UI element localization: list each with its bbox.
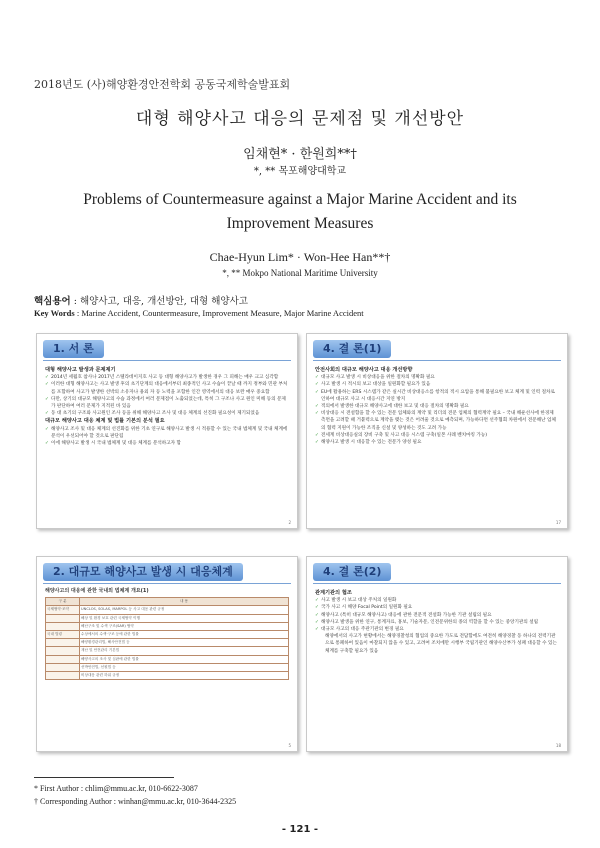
authors-korean: 임채현* · 한원희**†: [243, 147, 357, 162]
bullet-item: ✓ 2014년 세월호 참사나 2017년 스텔라데이지호 사고 등 대형 해양사고가 발생한 경우 그 피해는 매우 크고 심각함: [45, 374, 289, 381]
bullet-item: ✓ 해양사고 조사 및 대응 체계의 선진화를 위한 기초 연구로 해양사고 발생 시 적용할 수 있는 국내 법체계 및 국내 체계에 분석이 우선되어야 할 것으로 판단됨: [45, 426, 289, 440]
slide-heading: 4. 결 론(1): [313, 340, 391, 358]
affiliation-korean: *, ** 목포해양대학교: [253, 166, 347, 177]
bullet-item: ✓ 해양사고 (특히 대규모 해양사고) 대응에 관한 전문적 전설화 가능한 기관 설립의 필요: [315, 612, 559, 619]
table-row: [46, 672, 289, 680]
table-row: [46, 639, 289, 647]
slide-divider: [43, 360, 291, 361]
table-row: [46, 663, 289, 671]
slide-section-title: 대형 해양사고 발생과 문제제기: [45, 367, 116, 373]
keywords-english-label: Key Words: [34, 308, 75, 318]
slide-heading: 2. 대규모 해양사고 발생 시 대응체계: [43, 563, 243, 581]
slide-conclusion-1: [306, 333, 568, 529]
paper-title-english: Problems of Countermeasure against a Major Marine Accident and its Improvement Measures: [83, 191, 517, 232]
table-row: [46, 655, 289, 663]
table-cell: 수상에서의 수색·구조 등에 관한 법률: [80, 631, 289, 639]
bullet-item: ✓ 사고 발생 시 보고 대상 주처의 일원화: [315, 597, 559, 604]
slide-section-title: 대규모 해양사고 대응 체계 및 법률 기본의 분석 필요: [45, 418, 165, 425]
bullet-item: ✓ 전세계 비상대응실의 장비 구축 및 사고 대응 시스템 구축(일본 사례 벤치마킹 가능): [315, 432, 559, 439]
slide-heading: 1. 서 론: [43, 340, 104, 358]
bullet-item: ✓ 적의에서 발생한 대규모 해양사고에 대한 보고 및 대응 절차의 명확화 필요: [315, 403, 559, 410]
footnote-first-author: * First Author : chlim@mmu.ac.kr, 010-6622-3087: [34, 784, 198, 793]
slide-section-title: 안전사회의 대규모 해양사고 대응 개선방향: [315, 367, 413, 373]
slide-body: [315, 589, 559, 655]
slide-number: 17: [555, 520, 561, 525]
bullet-item: ✓ 대규모 사고 발생 시 비상대응을 위한 절차의 명확화 필요: [315, 374, 559, 381]
keywords-korean-label: 핵심용어: [34, 296, 71, 307]
table-cell: UNCLOS, SOLAS, MARPOL 등 사고 대응 관련 규정: [80, 606, 289, 614]
table-cell: [46, 614, 80, 622]
bullet-item: ✓ 이러한 대형 해양사고는 사고 발생 후의 초기단계의 대응에서부터 최종적인 사고 수습이 끝날 때 까지 정부와 민관 부처를 포함하여 사고가 발생한 선박의 소유자나 용외 자 등 노력을 포함한 인간 영역에서의 대응 보완 매우 중요함: [45, 381, 289, 395]
table-cell: 선박안전법, 선원법 등: [80, 663, 289, 671]
bullet-item: ✓ 사고 발생 시 적시의 보고 대상을 일원화할 필요가 있음: [315, 381, 559, 388]
slide-subtitle: 해양사고의 대응에 관한 국내외 법체계 개요(1): [45, 588, 149, 594]
table-header-cell: 내 용: [80, 598, 289, 606]
table-header-cell: 구 분: [46, 598, 80, 606]
slide-divider: [313, 583, 561, 584]
slide-divider: [43, 583, 291, 584]
bullet-item: ✓ 이에 해양사고 발생 시 국내 법체계 및 대응 체계를 분석하고자 함: [45, 440, 289, 447]
slide-number: 2: [288, 520, 291, 525]
bullet-item: ✓ 다만, 상기의 대규모 해양사고의 수습 과정에서 여러 문제점이 노출되었는데, 특히 그 구조나 사고 원인 미해 등의 문제가 판단하여 여러 문제가 지적된 바 있음: [45, 396, 289, 410]
slide-note: 해양에서의 사고가 현황에서는 해양경찰청의 협업의 중요한 가도로 전담함에도 여전히 해양경찰 동 하나의 전력기관으로 통폐하여 있음이 마찰되지 않을 수 있고, 고려여 조치에만 시행부 국립기관인 해양수산부가 성패 대응할 수 있는 체계를 구축할 필요가 있음: [325, 634, 557, 654]
table-row: [46, 622, 289, 630]
table-row: [46, 647, 289, 655]
slide-number: 5: [288, 743, 291, 748]
bullet-item: ✓ 해양사고 발생을 위한 연구, 통계자료, 홍보, 기술자문, 인전문위한의 종의 역할을 할 수 있는 중앙기관의 설립: [315, 619, 559, 626]
keywords-korean-text: : 해양사고, 대응, 개선방안, 대형 해양사고: [70, 296, 248, 307]
law-framework-table: [45, 597, 289, 680]
slide-section-title: 관계기관의 협조: [315, 590, 352, 596]
affiliation-english: *, ** Mokpo National Maritime University: [222, 268, 378, 278]
table-header-row: [46, 598, 289, 606]
paper-title-korean: 대형 해양사고 대응의 문제점 및 개선방안: [135, 109, 465, 129]
slide-conclusion-2: [306, 556, 568, 752]
bullet-item: ✓ 비상대응 시 전설함을 할 수 있는 전문 업체와의 계약 및 리더의 전문 업체의 협력계약 필요 – 국내 해운선사에 한경제 측면을 고려할 때 거붙력으로 계약을 맺는 것은 어려울 것으로 예측되며, 가능하다면 선주협회 차원에서 전문해난 업체의 협력 지원이 가능한 조직을 신설 및 양성하는 것도 고려 가능: [315, 410, 559, 432]
table-cell: [46, 639, 80, 647]
slide-response-system: [36, 556, 298, 752]
slide-body: [315, 366, 559, 446]
slide-body: [45, 366, 289, 447]
table-cell: 비상대응 관련 하위 규정: [80, 672, 289, 680]
slide-divider: [313, 360, 561, 361]
bullet-item: ✓ 대규모 사고의 대응 주관기관의 변경 필요: [315, 626, 559, 633]
bullet-item: ✓ EU에 활용하는 ERS 시스템가 같은 실시간 비상대응소를 항적의 적시 요압을 통해 불필요한 보고 체계 및 인력 절차로 인하여 대규모 사고 시 대응시간 지연 방지: [315, 389, 559, 403]
bullet-item: ✓ 해양사고 발생 시 대응할 수 있는 전문가 양성 필요: [315, 439, 559, 446]
table-cell: 해난구조 및 수색 구조(SAR) 협약: [80, 622, 289, 630]
table-cell: [46, 672, 80, 680]
bullet-item: ✓ 동 대 초기의 구조와 사고원인 조사 등을 위해 해양사고 조사 및 대응 체계의 선진화 필요성이 제기되었음: [45, 410, 289, 417]
slide-introduction: [36, 333, 298, 529]
table-cell: [46, 663, 80, 671]
table-cell: 국내 법령: [46, 631, 80, 639]
keywords-korean: [34, 293, 248, 307]
page-number: - 121 -: [281, 824, 319, 835]
table-cell: [46, 655, 80, 663]
slide-body: [45, 587, 289, 680]
table-cell: [46, 622, 80, 630]
bullet-item: ✓ 국가 사고 시 해양 Focal Point의 일원화 필요: [315, 604, 559, 611]
table-cell: 해상 및 환경 보호 관련 국제협약 이행: [80, 614, 289, 622]
slide-number: 18: [555, 743, 561, 748]
table-row: [46, 606, 289, 614]
table-cell: [46, 647, 80, 655]
table-cell: 해양사고의 조사 및 심판에 관한 법률: [80, 655, 289, 663]
table-row: [46, 631, 289, 639]
conference-header: 2018년도 (사)해양환경안전학회 공동국제학술발표회: [34, 78, 291, 91]
table-cell: 재난 및 안전관리 기본법: [80, 647, 289, 655]
table-row: [46, 614, 289, 622]
footnote-divider: [34, 777, 174, 778]
keywords-english-text: : Marine Accident, Countermeasure, Improvement Measure, Major Marine Accident: [74, 308, 364, 318]
slide-heading: 4. 결 론(2): [313, 563, 391, 581]
keywords-english: [34, 308, 364, 318]
table-cell: 해양환경관리법, 해사안전법 등: [80, 639, 289, 647]
authors-english: Chae-Hyun Lim* · Won-Hee Han**†: [209, 250, 391, 264]
footnote-corresponding-author: † Corresponding Author : winhan@mmu.ac.kr, 010-3644-2325: [34, 797, 237, 806]
table-cell: 국제협약·조약: [46, 606, 80, 614]
